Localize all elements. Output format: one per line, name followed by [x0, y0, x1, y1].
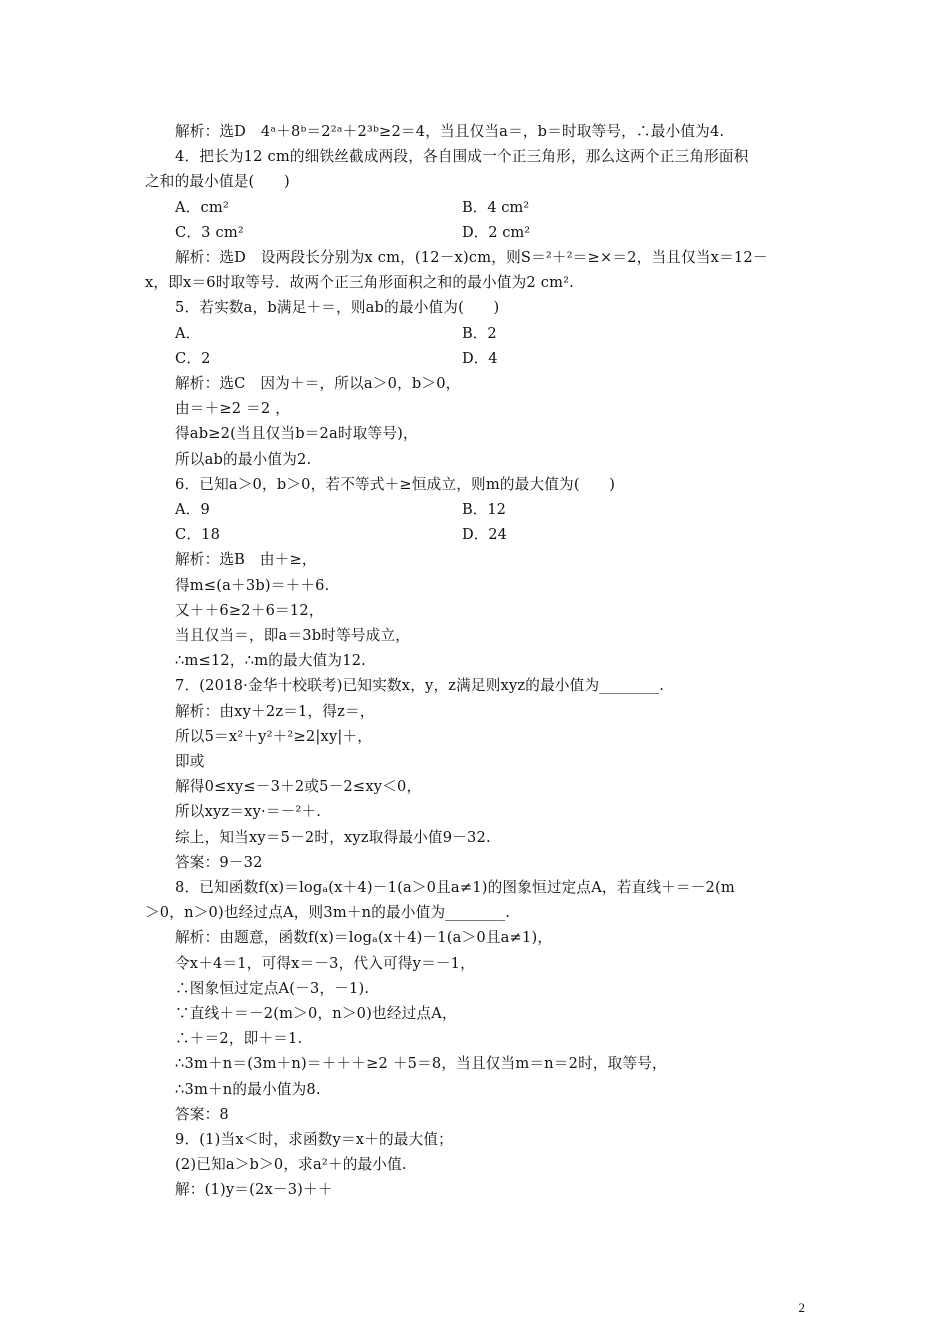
text-line: ∴3m＋n的最小值为8. — [175, 1080, 321, 1098]
option-right: B．2 — [462, 324, 497, 342]
page-number: 2 — [798, 1300, 805, 1315]
text-line: ＞0，n＞0)也经过点A，则3m＋n的最小值为________. — [145, 904, 511, 922]
option-right: D．2 cm² — [462, 223, 531, 241]
text-line: 解得0≤xy≤－3＋2或5－2≤xy＜0， — [175, 778, 422, 796]
text-line: 9．(1)当x＜时，求函数y＝x＋的最大值； — [175, 1131, 453, 1148]
text-line: x，即x＝6时取等号．故两个正三角形面积之和的最小值为2 cm². — [145, 274, 575, 292]
text-line: 由＝＋≥2 ＝2 ， — [175, 400, 291, 418]
text-line: 解：(1)y＝(2x－3)＋＋ — [175, 1181, 333, 1199]
option-right: D．4 — [462, 349, 498, 367]
text-line: 4．把长为12 cm的细铁丝截成两段，各自围成一个正三角形，那么这两个正三角形面积 — [175, 148, 749, 166]
text-line: 所以ab的最小值为2. — [175, 450, 312, 468]
text-line: ∴图象恒过定点A(－3，－1). — [175, 979, 370, 997]
text-line: 解析：由题意，函数f(x)＝logₐ(x＋4)－1(a＞0且a≠1)， — [175, 929, 553, 947]
text-line: 所以5＝x²＋y²＋²≥2|xy|＋， — [175, 727, 373, 745]
text-line: 解析：选D 设两段长分别为x cm，(12－x)cm，则S＝²＋²＝≥×＝2，当且仅当x＝12－ — [175, 249, 768, 266]
option-right: B．4 cm² — [462, 198, 530, 216]
text-line: 解析：选C 因为＋＝，所以a＞0，b＞0， — [175, 375, 461, 392]
text-line: 8．已知函数f(x)＝logₐ(x＋4)－1(a＞0且a≠1)的图象恒过定点A，若直线＋＝－2(m — [175, 879, 735, 896]
text-line: 得m≤(a＋3b)＝＋＋6. — [175, 576, 330, 594]
text-line: 答案：9－32 — [175, 853, 263, 871]
text-line: 令x＋4＝1，可得x＝－3，代入可得y＝－1， — [175, 954, 475, 972]
text-line: 解析：选B 由＋≥， — [175, 551, 317, 569]
text-line: 答案：8 — [175, 1105, 229, 1123]
text-line: 7．(2018·金华十校联考)已知实数x，y，z满足则xyz的最小值为________. — [175, 677, 665, 695]
text-line: 得ab≥2(当且仅当b＝2a时取等号)， — [175, 425, 418, 443]
text-line: 之和的最小值是( ) — [145, 173, 290, 191]
text-line: ∴m≤12，∴m的最大值为12. — [175, 652, 367, 670]
text-line: (2)已知a＞b＞0，求a²＋的最小值. — [175, 1156, 407, 1174]
text-line: A． — [175, 324, 201, 342]
option-right: B．12 — [462, 501, 506, 518]
text-line: C．2 — [175, 349, 211, 367]
text-line: 所以xyz＝xy·＝－²＋. — [175, 803, 322, 821]
text-line: ∴＋＝2，即＋＝1. — [175, 1030, 303, 1048]
text-line: 6．已知a＞0，b＞0，若不等式＋≥恒成立，则m的最大值为( ) — [175, 475, 616, 493]
text-line: A．cm² — [175, 198, 229, 216]
text-line: A．9 — [175, 501, 211, 518]
text-line: C．3 cm² — [175, 223, 244, 241]
text-line: 解析：由xy＋2z＝1，得z＝， — [175, 702, 375, 720]
option-right: D．24 — [462, 526, 507, 544]
text-line: 综上，知当xy＝5－2时，xyz取得最小值9－32. — [175, 828, 491, 846]
text-line: 当且仅当＝，即a＝3b时等号成立， — [175, 627, 411, 644]
text-line: 又＋＋6≥2＋6＝12， — [175, 601, 324, 619]
text-line: 即或 — [175, 753, 205, 770]
text-line: 5．若实数a，b满足＋＝，则ab的最小值为( ) — [175, 299, 500, 317]
text-line: ∴3m＋n＝(3m＋n)＝＋＋＋≥2 ＋5＝8，当且仅当m＝n＝2时，取等号， — [175, 1055, 667, 1073]
text-line: ∵直线＋＝－2(m＞0，n＞0)也经过点A， — [175, 1005, 457, 1022]
text-line: C．18 — [175, 526, 221, 544]
text-line: 解析：选D 4ᵃ＋8ᵇ＝2²ᵃ＋2³ᵇ≥2＝4，当且仅当a＝，b＝时取等号，∴最小值为4. — [175, 123, 725, 140]
